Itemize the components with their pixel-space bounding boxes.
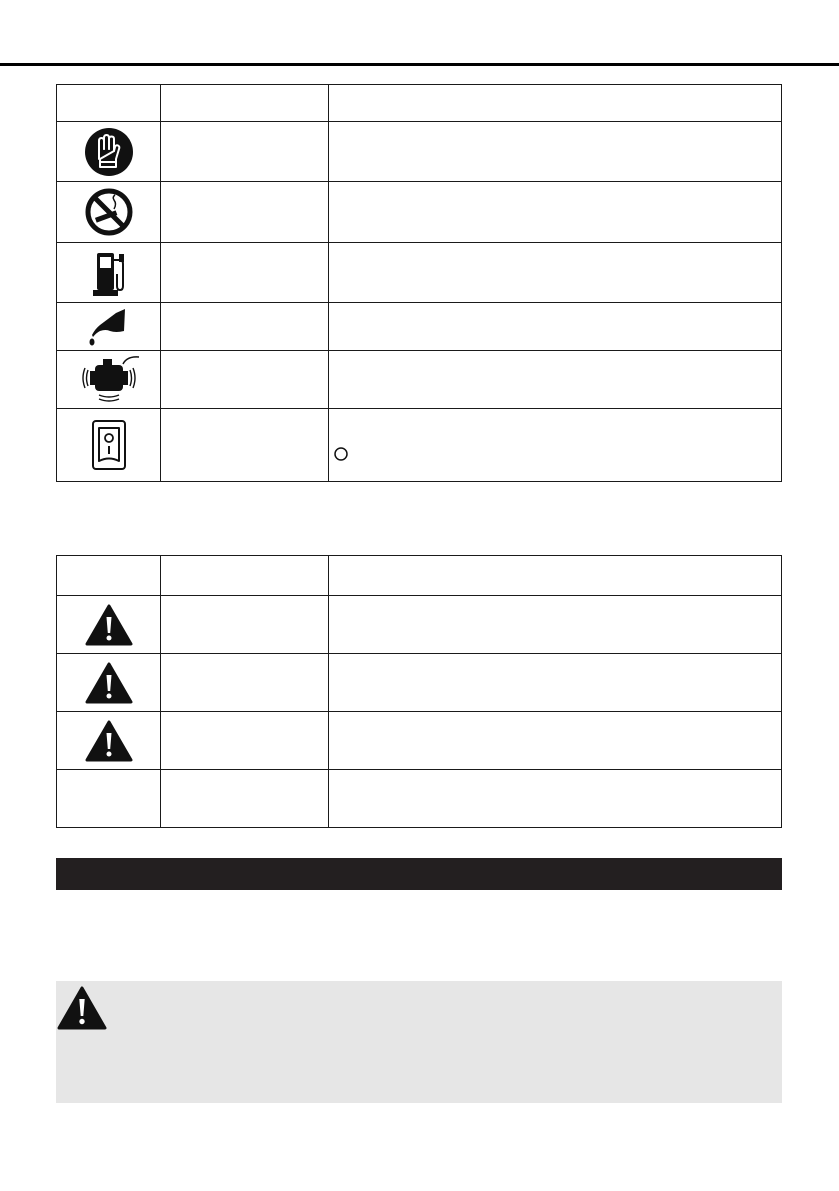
warning-triangle-icon [84, 719, 134, 763]
term-cell [161, 654, 329, 712]
description-cell [329, 182, 782, 243]
on-off-switch-icon [91, 419, 127, 471]
table-row [57, 770, 782, 828]
warning-triangle-icon [56, 985, 108, 1031]
symbol-cell [57, 654, 161, 712]
warning-box [56, 981, 782, 1103]
symbol-cell [57, 182, 161, 243]
meaning-cell [329, 596, 782, 654]
table-row [57, 303, 782, 351]
meaning-cell [329, 770, 782, 828]
table-row [57, 351, 782, 409]
hazard-table [56, 555, 782, 828]
header-cell-name [161, 85, 329, 122]
no-smoking-icon [84, 187, 134, 237]
table-header-row [57, 85, 782, 122]
name-cell [161, 351, 329, 409]
symbol-cell [57, 409, 161, 482]
symbol-cell [57, 303, 161, 351]
symbol-cell [57, 351, 161, 409]
name-cell [161, 303, 329, 351]
header-cell-description [329, 85, 782, 122]
header-cell-meaning [329, 556, 782, 596]
header-cell-symbol [57, 85, 161, 122]
meaning-cell [329, 712, 782, 770]
symbols-table [56, 84, 782, 482]
section-header-bar [56, 858, 782, 890]
name-cell [161, 409, 329, 482]
gloves-icon [84, 127, 134, 177]
description-cell [329, 122, 782, 182]
table-row [57, 122, 782, 182]
meaning-cell [329, 654, 782, 712]
fuel-pump-icon [89, 248, 129, 298]
table-row [57, 243, 782, 303]
off-circle-icon [333, 446, 349, 462]
header-cell-term [161, 556, 329, 596]
description-cell [329, 409, 782, 482]
top-edge-line [0, 63, 839, 66]
term-cell [161, 596, 329, 654]
description-cell [329, 243, 782, 303]
table-row [57, 596, 782, 654]
symbol-cell [57, 122, 161, 182]
symbol-cell [57, 243, 161, 303]
name-cell [161, 182, 329, 243]
engine-vibration-icon [77, 354, 141, 406]
oil-can-icon [86, 307, 132, 347]
term-cell [161, 770, 329, 828]
table-row [57, 712, 782, 770]
name-cell [161, 122, 329, 182]
table-row [57, 182, 782, 243]
name-cell [161, 243, 329, 303]
header-cell-symbol [57, 556, 161, 596]
symbol-cell [57, 596, 161, 654]
table-header-row [57, 556, 782, 596]
symbol-cell [57, 712, 161, 770]
table-row [57, 409, 782, 482]
term-cell [161, 712, 329, 770]
warning-triangle-icon [84, 661, 134, 705]
table-row [57, 654, 782, 712]
warning-triangle-icon [84, 603, 134, 647]
description-cell [329, 351, 782, 409]
symbol-cell [57, 770, 161, 828]
description-cell [329, 303, 782, 351]
